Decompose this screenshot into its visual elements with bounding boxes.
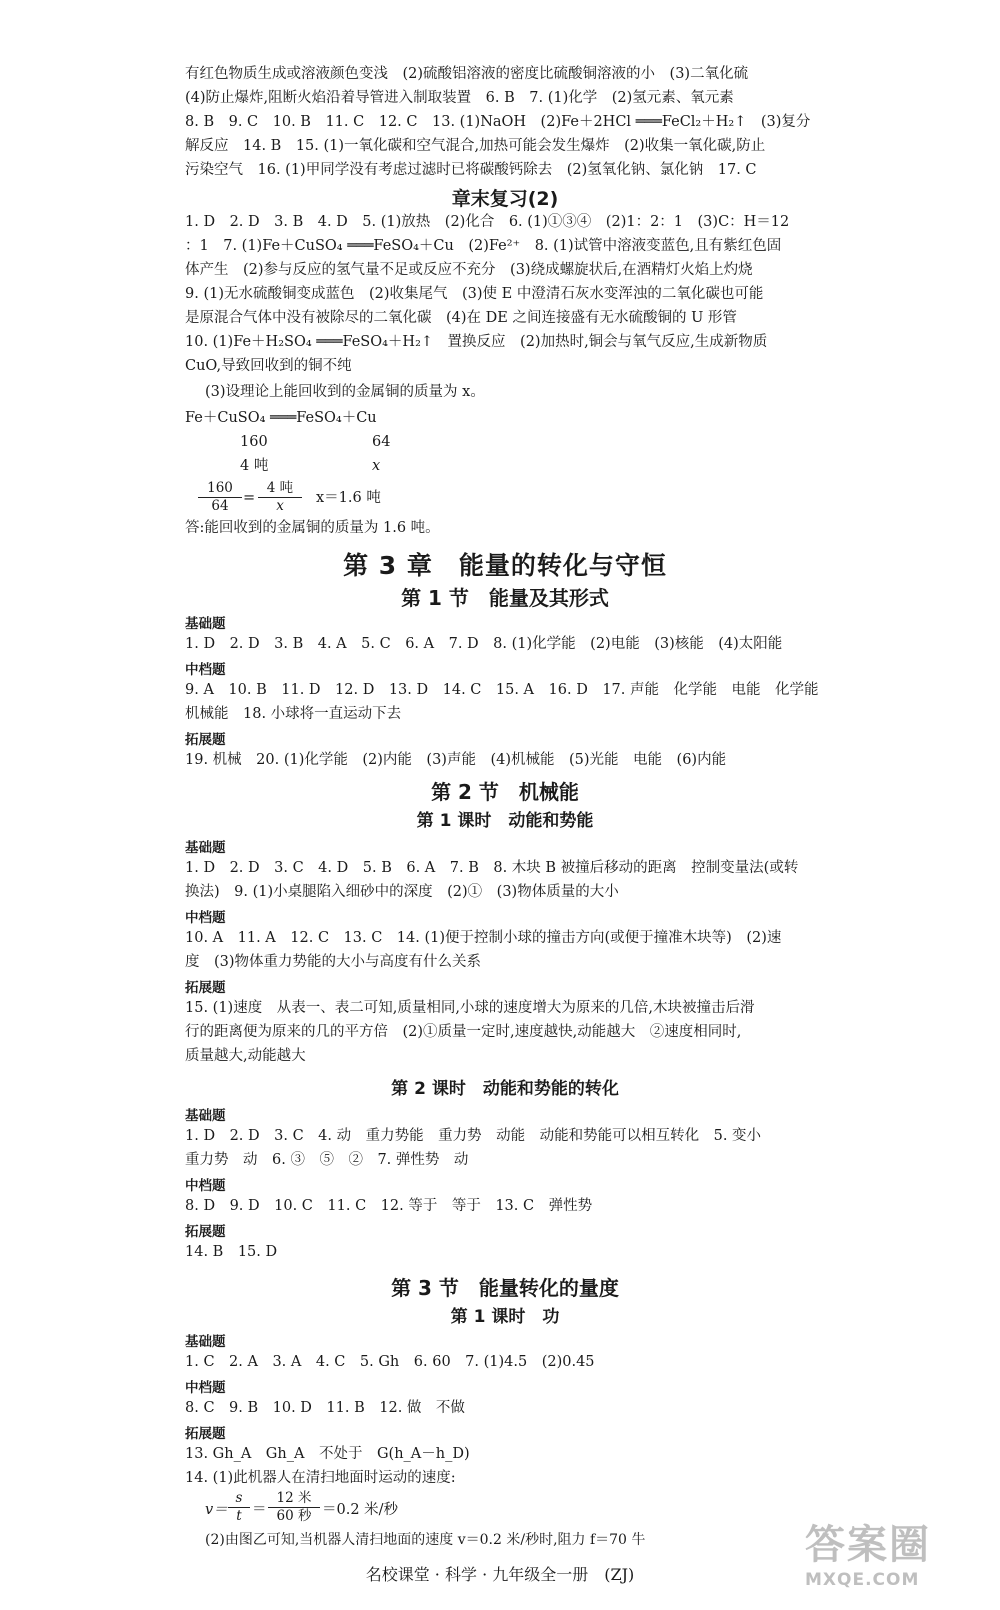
watermark-text: 答案圈 (805, 1522, 931, 1568)
equals-sign: = (243, 490, 256, 506)
text-line: ：1 7. (1)Fe＋CuSO₄ ═══FeSO₄＋Cu (2)Fe²⁺ 8. (1)试管中溶液变蓝色,且有紫红色固 (185, 238, 782, 254)
text-line: 19. 机械 20. (1)化学能 (2)内能 (3)声能 (4)机械能 (5)光能 电能 (6)内能 (185, 752, 727, 768)
review-title: 章末复习(2) (451, 188, 559, 210)
section-label: 中档题 (185, 1380, 226, 1396)
lesson-title: 第 1 课时 动能和势能 (416, 811, 594, 831)
section-title: 第 3 节 能量转化的量度 (391, 1276, 619, 1300)
section-label: 拓展题 (185, 732, 226, 748)
section-label: 中档题 (185, 910, 226, 926)
text-line: 8. D 9. D 10. C 11. C 12. 等于 等于 13. C 弹性势 (185, 1198, 593, 1214)
text-line: 8. B 9. C 10. B 11. C 12. C 13. (1)NaOH (2)Fe＋2HCl ═══FeCl₂＋H₂↑ (3)复分 (185, 114, 811, 130)
text-line: 15. (1)速度 从表一、表二可知,质量相同,小球的速度增大为原来的几倍,木块被撞击后滑 (185, 1000, 755, 1016)
text-line: 1. D 2. D 3. C 4. 动 重力势能 重力势 动能 动能和势能可以相互转化 5. 变小 (185, 1128, 762, 1144)
page-footer: 名校课堂 · 科学 · 九年级全一册 (ZJ) (365, 1565, 635, 1584)
text-line: 1. D 2. D 3. C 4. D 5. B 6. A 7. B 8. 木块 B 被撞后移动的距离 控制变量法(或转 (185, 860, 799, 876)
fraction-denominator: t (236, 1508, 242, 1524)
lesson-title: 第 1 课时 功 (450, 1307, 560, 1327)
text-line: 1. D 2. D 3. B 4. D 5. (1)放热 (2)化合 6. (1)①③④ (2)1：2：1 (3)C：H＝12 (185, 214, 790, 230)
text-line: (4)防止爆炸,阻断火焰沿着导管进入制取装置 6. B 7. (1)化学 (2)氢元素、氧元素 (185, 90, 734, 106)
text-line: 1. C 2. A 3. A 4. C 5. Gh 6. 60 7. (1)4.5 (2)0.45 (185, 1354, 595, 1370)
calc-answer: 答:能回收到的金属铜的质量为 1.6 吨。 (185, 520, 440, 536)
ratio-fraction (258, 480, 302, 515)
section-label: 拓展题 (185, 1224, 226, 1240)
fraction-numerator: 160 (198, 480, 242, 498)
text-line: 度 (3)物体重力势能的大小与高度有什么关系 (185, 954, 482, 970)
text-line: 9. A 10. B 11. D 12. D 13. D 14. C 15. A 16. D 17. 声能 化学能 电能 化学能 (185, 682, 819, 698)
mass-value: x (372, 458, 381, 474)
text-line: 污染空气 16. (1)甲同学没有考虑过滤时已将碳酸钙除去 (2)氢氧化钠、氯化钠 17. C (185, 162, 757, 178)
velocity-label: v＝ (205, 1502, 228, 1518)
velocity-fraction (268, 1490, 320, 1525)
text-line: 行的距离便为原来的几的平方倍 (2)①质量一定时,速度越快,动能越大 ②速度相同时, (185, 1024, 742, 1040)
velocity-result: ＝0.2 米/秒 (322, 1502, 399, 1518)
section-label: 拓展题 (185, 1426, 226, 1442)
calc-result: x＝1.6 吨 (316, 490, 381, 506)
equals-sign: ＝ (252, 1502, 267, 1518)
text-line: 9. (1)无水硫酸铜变成蓝色 (2)收集尾气 (3)使 E 中澄清石灰水变浑浊的二氧化碳也可能 (185, 286, 764, 302)
watermark-url: MXQE.COM (805, 1570, 920, 1590)
ratio-fraction (198, 480, 242, 515)
section-title: 第 2 节 机械能 (431, 780, 579, 804)
text-line: (2)由图乙可知,当机器人清扫地面的速度 v＝0.2 米/秒时,阻力 f＝70 牛 (205, 1532, 646, 1548)
text-line: 8. C 9. B 10. D 11. B 12. 做 不做 (185, 1400, 465, 1416)
section-label: 基础题 (185, 616, 226, 632)
fraction-denominator: 64 (211, 498, 229, 514)
text-line: 13. Gh_A Gh_A 不处于 G(h_A－h_D) (185, 1446, 470, 1462)
text-line: 10. A 11. A 12. C 13. C 14. (1)便于控制小球的撞击方向(或便于撞准木块等) (2)速 (185, 930, 782, 946)
fraction-numerator: 12 米 (268, 1490, 320, 1508)
mass-value: 4 吨 (240, 458, 269, 474)
text-line: CuO,导致回收到的铜不纯 (185, 358, 352, 374)
text-line: 换法) 9. (1)小桌腿陷入细砂中的深度 (2)① (3)物体质量的大小 (185, 884, 619, 900)
text-line: 体产生 (2)参与反应的氢气量不足或反应不充分 (3)绕成螺旋状后,在酒精灯火焰上灼烧 (185, 262, 753, 278)
mass-value: 64 (372, 434, 391, 450)
text-line: 解反应 14. B 15. (1)一氧化碳和空气混合,加热可能会发生爆炸 (2)收集一氧化碳,防止 (185, 138, 766, 154)
section-label: 基础题 (185, 840, 226, 856)
fraction-numerator: 4 吨 (258, 480, 302, 498)
text-line: 10. (1)Fe＋H₂SO₄ ═══FeSO₄＋H₂↑ 置换反应 (2)加热时,铜会与氧气反应,生成新物质 (185, 334, 768, 350)
equation: Fe＋CuSO₄ ═══FeSO₄＋Cu (185, 410, 377, 426)
chapter-title: 第 3 章 能量的转化与守恒 (343, 551, 667, 580)
section-label: 中档题 (185, 662, 226, 678)
text-line: 是原混合气体中没有被除尽的二氧化碳 (4)在 DE 之间连接盛有无水硫酸铜的 U 形管 (185, 310, 737, 326)
section-label: 基础题 (185, 1334, 226, 1350)
fraction-numerator: s (228, 1490, 250, 1508)
text-line: 1. D 2. D 3. B 4. A 5. C 6. A 7. D 8. (1)化学能 (2)电能 (3)核能 (4)太阳能 (185, 636, 783, 652)
text-line: 质量越大,动能越大 (185, 1048, 306, 1064)
velocity-fraction (228, 1490, 250, 1525)
section-title: 第 1 节 能量及其形式 (401, 586, 609, 610)
section-label: 中档题 (185, 1178, 226, 1194)
fraction-denominator: x (276, 498, 284, 514)
watermark-logo (805, 1520, 985, 1610)
section-label: 拓展题 (185, 980, 226, 996)
lesson-title: 第 2 课时 动能和势能的转化 (391, 1079, 619, 1099)
text-line: 重力势 动 6. ③ ⑤ ② 7. 弹性势 动 (185, 1152, 469, 1168)
mass-value: 160 (240, 434, 268, 450)
fraction-denominator: 60 秒 (276, 1508, 312, 1524)
text-line: 14. B 15. D (185, 1244, 278, 1260)
text-line: 14. (1)此机器人在清扫地面时运动的速度: (185, 1470, 456, 1486)
section-label: 基础题 (185, 1108, 226, 1124)
text-line: 机械能 18. 小球将一直运动下去 (185, 706, 402, 722)
text-line: 有红色物质生成或溶液颜色变浅 (2)硫酸铝溶液的密度比硫酸铜溶液的小 (3)二氧化硫 (185, 66, 749, 82)
calc-intro: (3)设理论上能回收到的金属铜的质量为 x。 (205, 384, 485, 400)
